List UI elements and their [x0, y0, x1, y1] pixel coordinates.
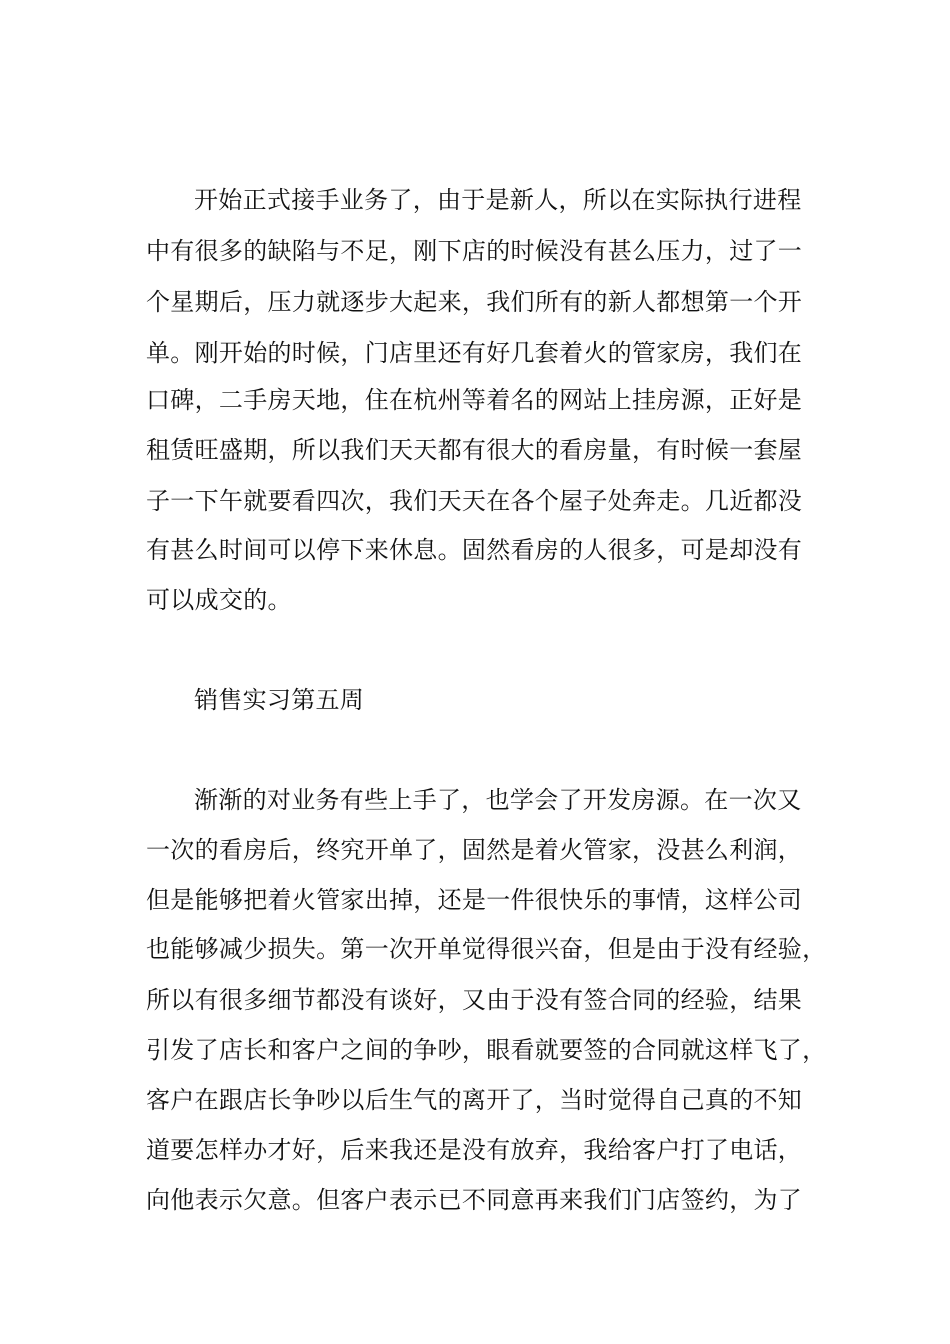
paragraph-2-line-5: 所以有很多细节都没有谈好，又由于没有签合同的经验，结果	[146, 986, 803, 1014]
paragraph-1-line-4: 单。刚开始的时候，门店里还有好几套着火的管家房，我们在	[146, 339, 803, 367]
paragraph-1-line-8: 有甚么时间可以停下来休息。固然看房的人很多，可是却没有	[146, 536, 803, 564]
paragraph-2-line-9: 向他表示欠意。但客户表示已不同意再来我们门店签约，为了	[146, 1186, 803, 1214]
paragraph-1-line-1: 开始正式接手业务了，由于是新人，所以在实际执行进程	[194, 186, 802, 214]
section-heading: 销售实习第五周	[194, 686, 365, 714]
paragraph-2-line-1: 渐渐的对业务有些上手了，也学会了开发房源。在一次又	[194, 786, 802, 814]
paragraph-2-line-3: 但是能够把着火管家出掉，还是一件很快乐的事情，这样公司	[146, 886, 803, 914]
paragraph-2-line-8: 道要怎样办才好，后来我还是没有放弃，我给客户打了电话，	[146, 1136, 803, 1164]
paragraph-1-line-9: 可以成交的。	[146, 586, 292, 614]
paragraph-1-line-2: 中有很多的缺陷与不足，刚下店的时候没有甚么压力，过了一	[146, 237, 803, 265]
paragraph-1-line-6: 租赁旺盛期，所以我们天天都有很大的看房量，有时候一套屋	[146, 436, 803, 464]
paragraph-1-line-5: 口碑，二手房天地，住在杭州等着名的网站上挂房源，正好是	[146, 386, 803, 414]
paragraph-1-line-3: 个星期后，压力就逐步大起来，我们所有的新人都想第一个开	[146, 288, 803, 316]
paragraph-2-line-6: 引发了店长和客户之间的争吵，眼看就要签的合同就这样飞了，	[146, 1036, 827, 1064]
paragraph-2-line-2: 一次的看房后，终究开单了，固然是着火管家，没甚么利润，	[146, 836, 803, 864]
paragraph-1-line-7: 子一下午就要看四次，我们天天在各个屋子处奔走。几近都没	[146, 487, 803, 515]
paragraph-2-line-4: 也能够减少损失。第一次开单觉得很兴奋，但是由于没有经验，	[146, 935, 827, 963]
paragraph-2-line-7: 客户在跟店长争吵以后生气的离开了，当时觉得自己真的不知	[146, 1086, 803, 1114]
